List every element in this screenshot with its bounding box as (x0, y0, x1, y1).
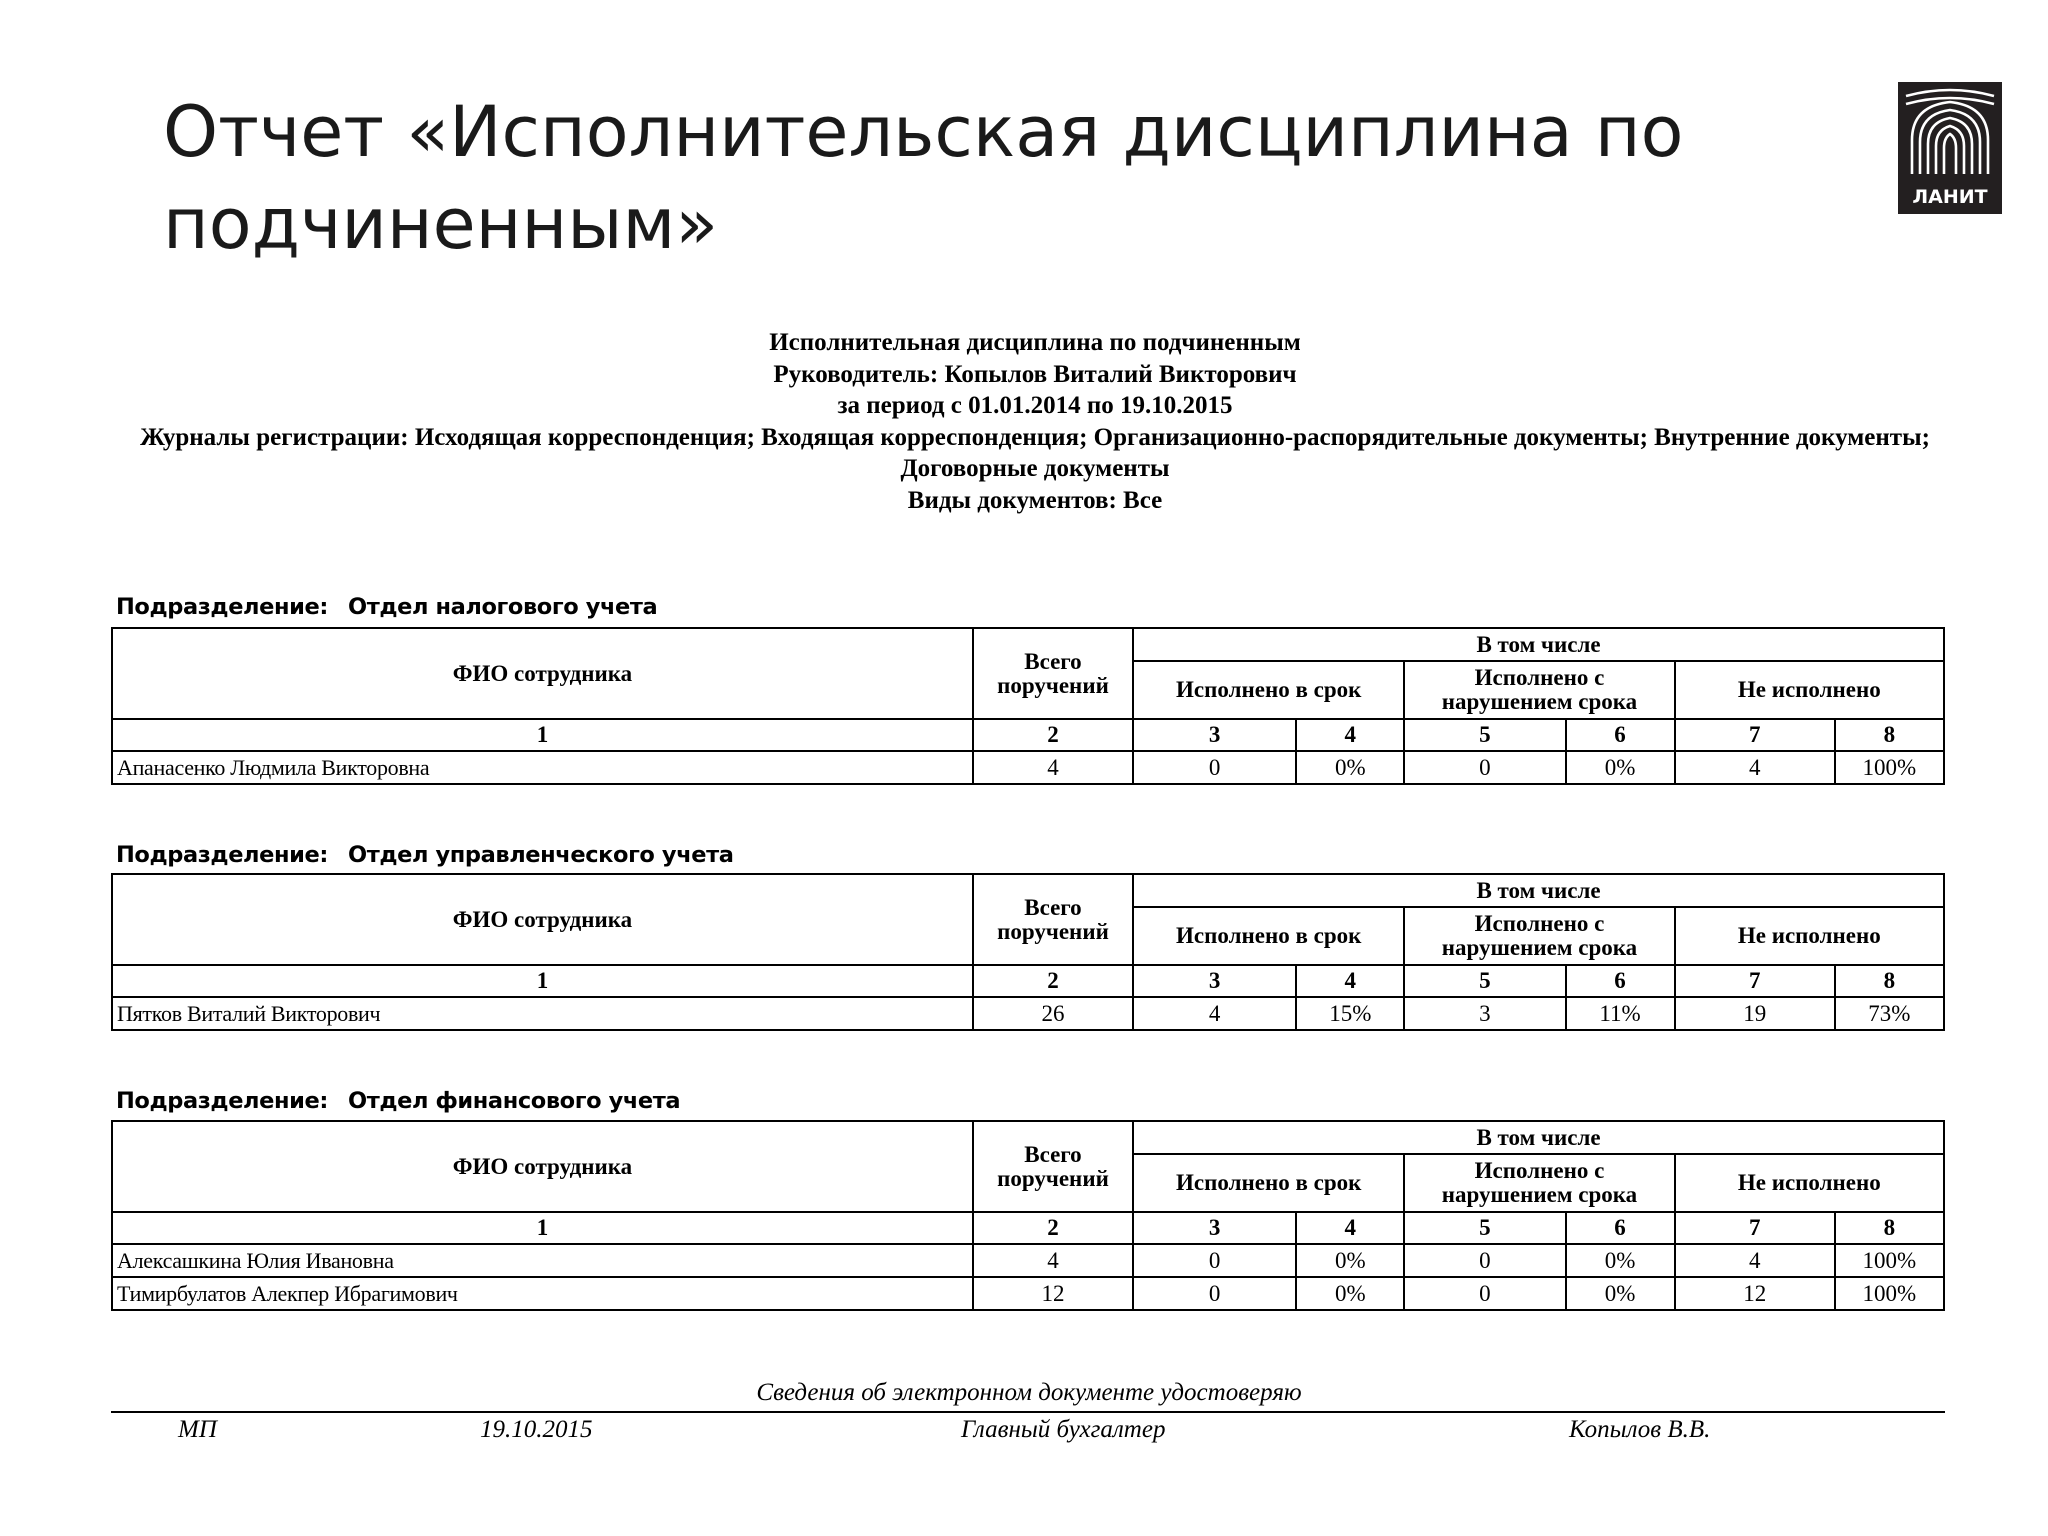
table-cell: 19 (1675, 997, 1835, 1030)
column-number: 6 (1566, 1212, 1675, 1244)
footer-position: Главный бухгалтер (961, 1416, 1166, 1443)
column-number: 5 (1404, 719, 1565, 751)
footer-stamp: МП (178, 1416, 217, 1443)
header-including: В том числе (1133, 1121, 1944, 1154)
table-cell: 4 (973, 751, 1133, 784)
employee-name: Тимирбулатов Алекпер Ибрагимович (112, 1277, 973, 1310)
table-cell: 0% (1566, 1244, 1675, 1277)
table-cell: 15% (1296, 997, 1404, 1030)
column-number: 7 (1675, 719, 1835, 751)
header-not-done: Не исполнено (1675, 907, 1944, 965)
lanit-logo (1898, 82, 2002, 214)
employee-name: Пятков Виталий Викторович (112, 997, 973, 1030)
department-name: Отдел налогового учета (347, 594, 658, 620)
table-cell: 3 (1404, 997, 1565, 1030)
column-number: 5 (1404, 1212, 1565, 1244)
column-number: 1 (112, 965, 973, 997)
header-total: Всего поручений (973, 1121, 1133, 1212)
footer-date: 19.10.2015 (480, 1416, 593, 1443)
report-title: Исполнительная дисциплина по подчиненным (769, 329, 1301, 356)
department-caption: Подразделение: (116, 594, 328, 620)
table-cell: 0 (1404, 1277, 1565, 1310)
employee-name: Апанасенко Людмила Викторовна (112, 751, 973, 784)
department-label (116, 1088, 680, 1114)
column-number: 5 (1404, 965, 1565, 997)
footer-divider (111, 1411, 1945, 1413)
table-cell: 0% (1296, 751, 1404, 784)
discipline-table (111, 873, 1945, 1031)
report-period: за период с 01.01.2014 по 19.10.2015 (837, 392, 1233, 419)
table-cell: 0 (1133, 751, 1296, 784)
header-late: Исполнено с нарушением срока (1404, 1154, 1674, 1212)
column-number: 2 (973, 965, 1133, 997)
column-number: 4 (1296, 719, 1404, 751)
column-number: 7 (1675, 965, 1835, 997)
table-cell: 100% (1835, 1244, 1944, 1277)
header-on-time: Исполнено в срок (1133, 907, 1404, 965)
table-cell: 73% (1835, 997, 1944, 1030)
header-including: В том числе (1133, 874, 1944, 907)
header-including: В том числе (1133, 628, 1944, 661)
arch-icon (1898, 82, 2002, 186)
table-cell: 100% (1835, 751, 1944, 784)
table-row (112, 1244, 1944, 1277)
table-cell: 4 (973, 1244, 1133, 1277)
column-number: 2 (973, 1212, 1133, 1244)
header-late: Исполнено с нарушением срока (1404, 907, 1674, 965)
header-on-time: Исполнено в срок (1133, 1154, 1404, 1212)
discipline-table (111, 627, 1945, 785)
header-not-done: Не исполнено (1675, 1154, 1944, 1212)
column-number: 3 (1133, 1212, 1296, 1244)
column-number: 1 (112, 719, 973, 751)
table-cell: 12 (973, 1277, 1133, 1310)
column-number: 4 (1296, 1212, 1404, 1244)
header-late: Исполнено с нарушением срока (1404, 661, 1674, 719)
report-header (110, 327, 1960, 516)
footer-certify: Сведения об электронном документе удостоверяю (756, 1379, 1302, 1406)
column-number: 8 (1835, 965, 1944, 997)
table-row (112, 997, 1944, 1030)
table-cell: 100% (1835, 1277, 1944, 1310)
table-cell: 4 (1675, 1244, 1835, 1277)
department-caption: Подразделение: (116, 1088, 328, 1114)
table-cell: 0% (1296, 1244, 1404, 1277)
table-row (112, 1277, 1944, 1310)
column-number: 7 (1675, 1212, 1835, 1244)
table-cell: 12 (1675, 1277, 1835, 1310)
table-cell: 0% (1296, 1277, 1404, 1310)
footer-signer: Копылов В.В. (1569, 1416, 1711, 1443)
header-on-time: Исполнено в срок (1133, 661, 1404, 719)
column-number: 3 (1133, 965, 1296, 997)
report-doc-types: Виды документов: Все (907, 486, 1163, 514)
header-fio: ФИО сотрудника (112, 1121, 973, 1212)
header-not-done: Не исполнено (1675, 661, 1944, 719)
table-cell: 0 (1133, 1244, 1296, 1277)
slide-title: Отчет «Исполнительская дисциплина по подчиненным» (163, 91, 1684, 265)
department-label (116, 842, 734, 868)
table-cell: 0% (1566, 1277, 1675, 1310)
column-number: 6 (1566, 965, 1675, 997)
table-cell: 0 (1404, 751, 1565, 784)
header-total: Всего поручений (973, 628, 1133, 719)
table-cell: 0 (1404, 1244, 1565, 1277)
column-number: 3 (1133, 719, 1296, 751)
header-fio: ФИО сотрудника (112, 874, 973, 965)
table-cell: 0% (1566, 751, 1675, 784)
report-manager: Руководитель: Копылов Виталий Викторович (773, 360, 1297, 388)
header-total: Всего поручений (973, 874, 1133, 965)
employee-name: Алексашкина Юлия Ивановна (112, 1244, 973, 1277)
column-number: 8 (1835, 719, 1944, 751)
table-cell: 4 (1133, 997, 1296, 1030)
department-label (116, 594, 657, 620)
table-cell: 0 (1133, 1277, 1296, 1310)
discipline-table (111, 1120, 1945, 1311)
column-number: 6 (1566, 719, 1675, 751)
column-number: 8 (1835, 1212, 1944, 1244)
logo-text: ЛАНИТ (1912, 186, 1988, 208)
department-name: Отдел финансового учета (347, 1088, 681, 1114)
column-number: 1 (112, 1212, 973, 1244)
report-journals: Журналы регистрации: Исходящая корреспонденция; Входящая корреспонденция; Организационно-распорядительные документы; Внутренние документы; Договорные документы (140, 423, 1930, 482)
column-number: 4 (1296, 965, 1404, 997)
table-cell: 11% (1566, 997, 1675, 1030)
table-cell: 4 (1675, 751, 1835, 784)
department-caption: Подразделение: (116, 842, 328, 868)
department-name: Отдел управленческого учета (347, 842, 734, 868)
header-fio: ФИО сотрудника (112, 628, 973, 719)
table-cell: 26 (973, 997, 1133, 1030)
table-row (112, 751, 1944, 784)
column-number: 2 (973, 719, 1133, 751)
